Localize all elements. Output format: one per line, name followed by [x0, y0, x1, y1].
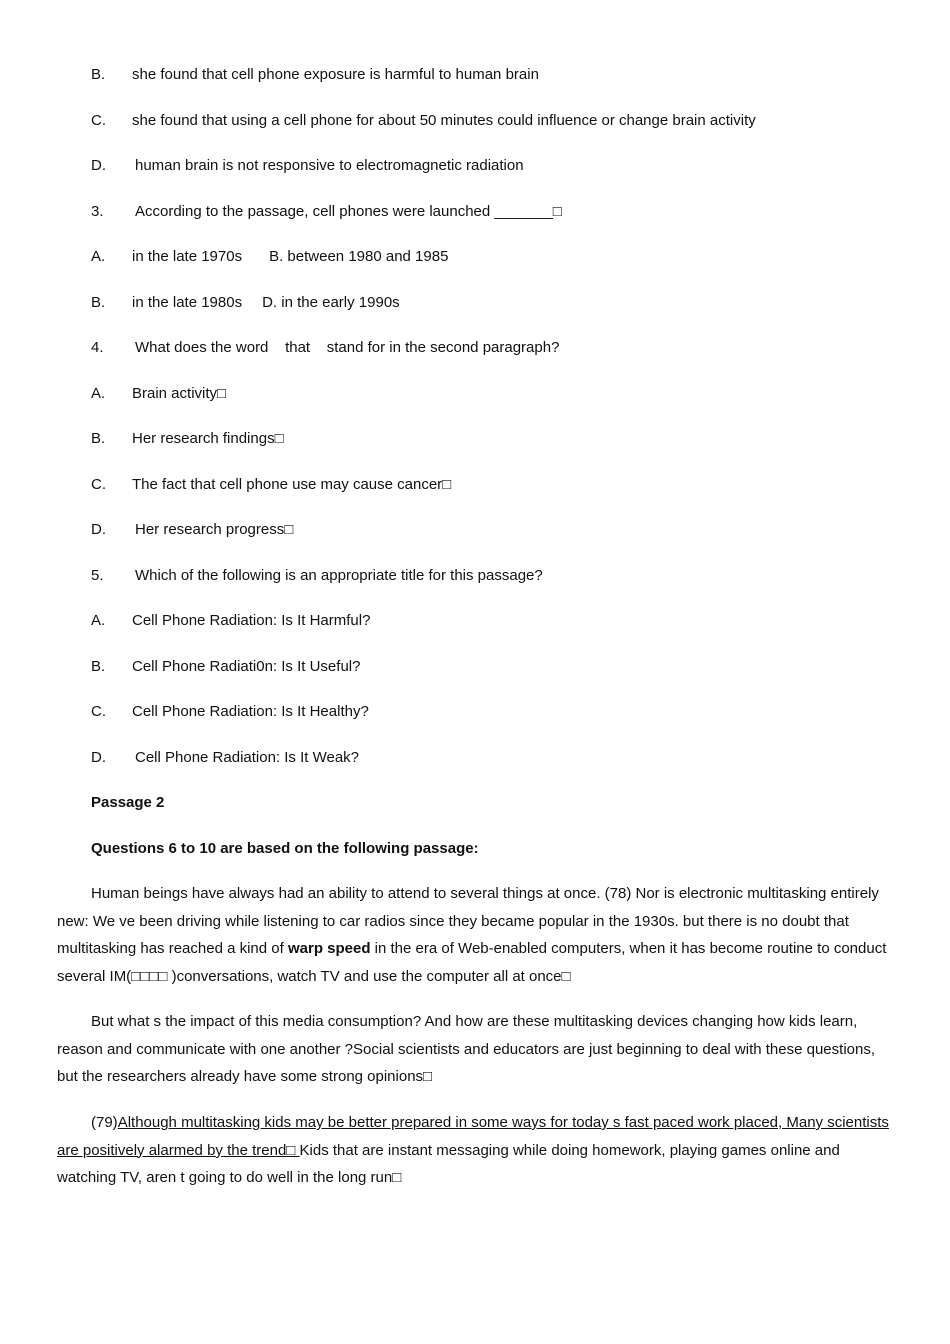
question-text: What does the word that stand for in the second paragraph? [135, 339, 560, 356]
option-text: she found that cell phone exposure is harmful to human brain [132, 66, 539, 83]
paragraph-text: But what s the impact of this media consumption? And how are these multitasking devices changing how kids learn, reason and communicate with one another ?Social scientists and educators are just beginning to deal with these questions, but the researchers already have some strong opinions□ [57, 1013, 875, 1085]
option-label: A. [91, 248, 106, 265]
question-text: According to the passage, cell phones were launched _______□ [135, 203, 562, 220]
q4-option-a [91, 385, 226, 402]
q5-option-d [91, 749, 359, 766]
option-text: The fact that cell phone use may cause cancer□ [132, 476, 452, 493]
q5-stem [91, 567, 543, 584]
question-text: Which of the following is an appropriate title for this passage? [135, 567, 543, 584]
q5-option-c [91, 703, 369, 720]
q2-option-b [91, 66, 539, 83]
q5-option-b [91, 658, 360, 675]
option-text: human brain is not responsive to electromagnetic radiation [135, 157, 524, 174]
passage-instructions: Questions 6 to 10 are based on the following passage: [91, 840, 479, 857]
option-text: she found that using a cell phone for about 50 minutes could influence or change brain activity [132, 112, 756, 129]
q2-option-c [91, 112, 756, 129]
option-text: in the late 1970s [132, 248, 243, 265]
paragraph-text: in the era of Web-enabled computers, when it has become routine to conduct several IM(□□□□ )conversations, watch TV and use the computer all at once□ [57, 940, 887, 985]
q4-option-c [91, 476, 451, 493]
option-text: Cell Phone Radiati0n: Is It Useful? [132, 658, 361, 675]
option-text: Cell Phone Radiation: Is It Harmful? [132, 612, 371, 629]
passage-paragraph-2 [57, 1008, 893, 1091]
option-label: A. [91, 385, 106, 402]
option-label: B. [91, 294, 106, 311]
passage-paragraph-3 [57, 1109, 893, 1192]
option-label: D. [91, 521, 106, 538]
option-label: D. [91, 749, 106, 766]
sentence-number: (79) [91, 1114, 118, 1131]
option-label: B. [91, 430, 106, 447]
q4-stem [91, 339, 559, 356]
option-text: Brain activity□ [132, 385, 227, 402]
paragraph-text: Human beings have always had an ability to attend to several things at once. (78) Nor is electronic multitasking entirely new: We ve been driving while listening to car radios since they became popular in the 1930s. but there is no doubt that multitasking has reached a kind of [57, 885, 879, 957]
question-number: 5. [91, 567, 104, 584]
paragraph-text: Kids that are instant messaging while doing homework, playing games online and watching TV, aren t going to do well in the long run□ [57, 1141, 840, 1186]
option-label: B. [91, 66, 106, 83]
option-text: B. between 1980 and 1985 [269, 248, 449, 265]
question-number: 3. [91, 203, 104, 220]
option-text: D. in the early 1990s [262, 294, 400, 311]
q3-options-row-2 [91, 294, 400, 311]
passage-paragraph-1 [57, 880, 893, 990]
option-label: A. [91, 612, 106, 629]
emphasis-text: warp speed [287, 940, 371, 957]
q4-option-d [91, 521, 293, 538]
option-text: Cell Phone Radiation: Is It Weak? [135, 749, 360, 766]
option-text: Her research progress□ [135, 521, 294, 538]
q5-option-a [91, 612, 370, 629]
option-text: Cell Phone Radiation: Is It Healthy? [132, 703, 369, 720]
option-label: B. [91, 658, 106, 675]
question-number: 4. [91, 339, 104, 356]
option-label: D. [91, 157, 106, 174]
q2-option-d [91, 157, 524, 174]
option-text: in the late 1980s [132, 294, 243, 311]
underlined-sentence: Although multitasking kids may be better prepared in some ways for today s fast paced work placed, Many scientists are positively alarmed by the trend□ [57, 1114, 889, 1159]
q3-stem [91, 203, 562, 220]
q4-option-b [91, 430, 284, 447]
option-label: C. [91, 476, 106, 493]
passage-heading: Passage 2 [91, 794, 165, 811]
q3-options-row-1 [91, 248, 448, 265]
option-label: C. [91, 703, 106, 720]
option-label: C. [91, 112, 106, 129]
option-text: Her research findings□ [132, 430, 284, 447]
